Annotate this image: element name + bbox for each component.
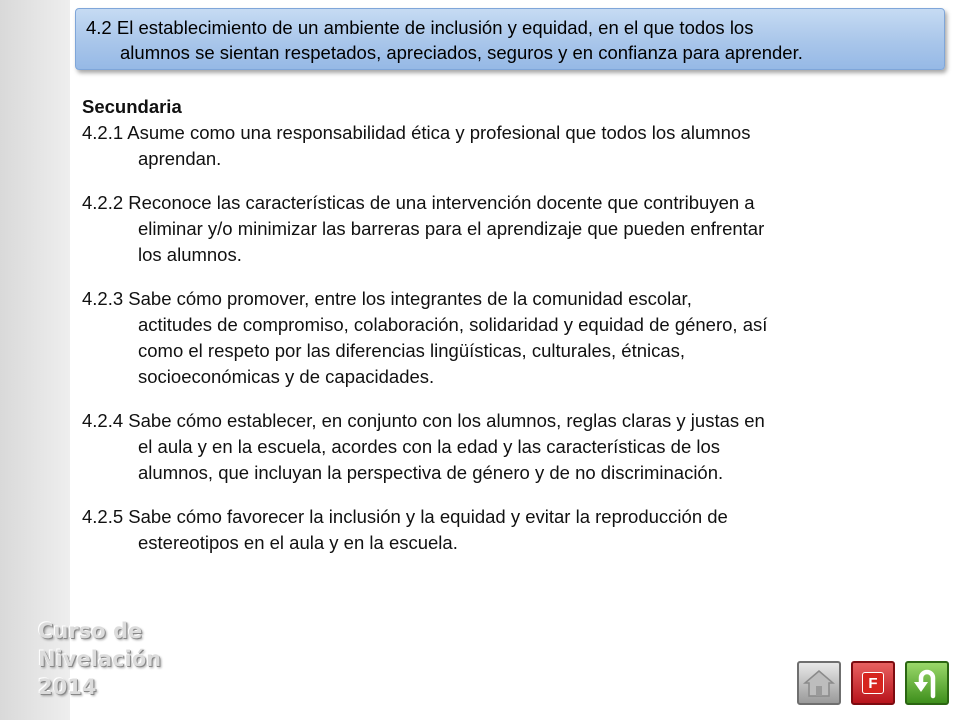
list-item — [82, 504, 902, 556]
item-text-continued: los alumnos. — [138, 244, 242, 265]
item-text-continued: eliminar y/o minimizar las barreras para el aprendizaje que pueden enfrentar — [138, 218, 765, 239]
item-text-continued: actitudes de compromiso, colaboración, solidaridad y equidad de género, así — [138, 314, 768, 335]
list-item — [82, 408, 902, 486]
logo-line-1: Curso de — [38, 619, 143, 643]
course-logo-text — [38, 617, 161, 701]
slide-title-line-2: alumnos se sientan respetados, apreciados, seguros y en confianza para aprender. — [120, 42, 803, 63]
logo-line-3: 2014 — [38, 675, 97, 699]
item-text: 4.2.5 Sabe cómo favorecer la inclusión y la equidad y evitar la reproducción de — [82, 506, 728, 527]
item-text: 4.2.1 Asume como una responsabilidad ética y profesional que todos los alumnos — [82, 122, 751, 143]
list-item — [82, 120, 902, 172]
item-text-continued: aprendan. — [138, 148, 222, 169]
item-text-continued: como el respeto por las diferencias lingüísticas, culturales, étnicas, — [138, 340, 686, 361]
item-text-continued: socioeconómicas y de capacidades. — [138, 366, 435, 387]
slide-body — [82, 94, 902, 574]
home-icon — [802, 668, 836, 698]
item-text-continued: alumnos, que incluyan la perspectiva de género y de no discriminación. — [138, 462, 724, 483]
item-text-continued: el aula y en la escuela, acordes con la edad y las características de los — [138, 436, 721, 457]
slide-title-box — [75, 8, 945, 70]
logo-line-2: Nivelación — [38, 647, 162, 671]
item-text: 4.2.4 Sabe cómo establecer, en conjunto con los alumnos, reglas claras y justas en — [82, 410, 765, 431]
f-button[interactable] — [851, 661, 895, 705]
return-arrow-icon — [911, 666, 943, 700]
item-text: 4.2.3 Sabe cómo promover, entre los integrantes de la comunidad escolar, — [82, 288, 692, 309]
list-item — [82, 190, 902, 268]
return-button[interactable] — [905, 661, 949, 705]
item-text-continued: estereotipos en el aula y en la escuela. — [138, 532, 458, 553]
f-label: F — [862, 672, 884, 694]
list-item — [82, 286, 902, 390]
home-button[interactable] — [797, 661, 841, 705]
item-text: 4.2.2 Reconoce las características de una intervención docente que contribuyen a — [82, 192, 755, 213]
section-label: Secundaria — [82, 96, 182, 117]
slide-title-line-1: 4.2 El establecimiento de un ambiente de inclusión y equidad, en el que todos los — [86, 17, 754, 38]
